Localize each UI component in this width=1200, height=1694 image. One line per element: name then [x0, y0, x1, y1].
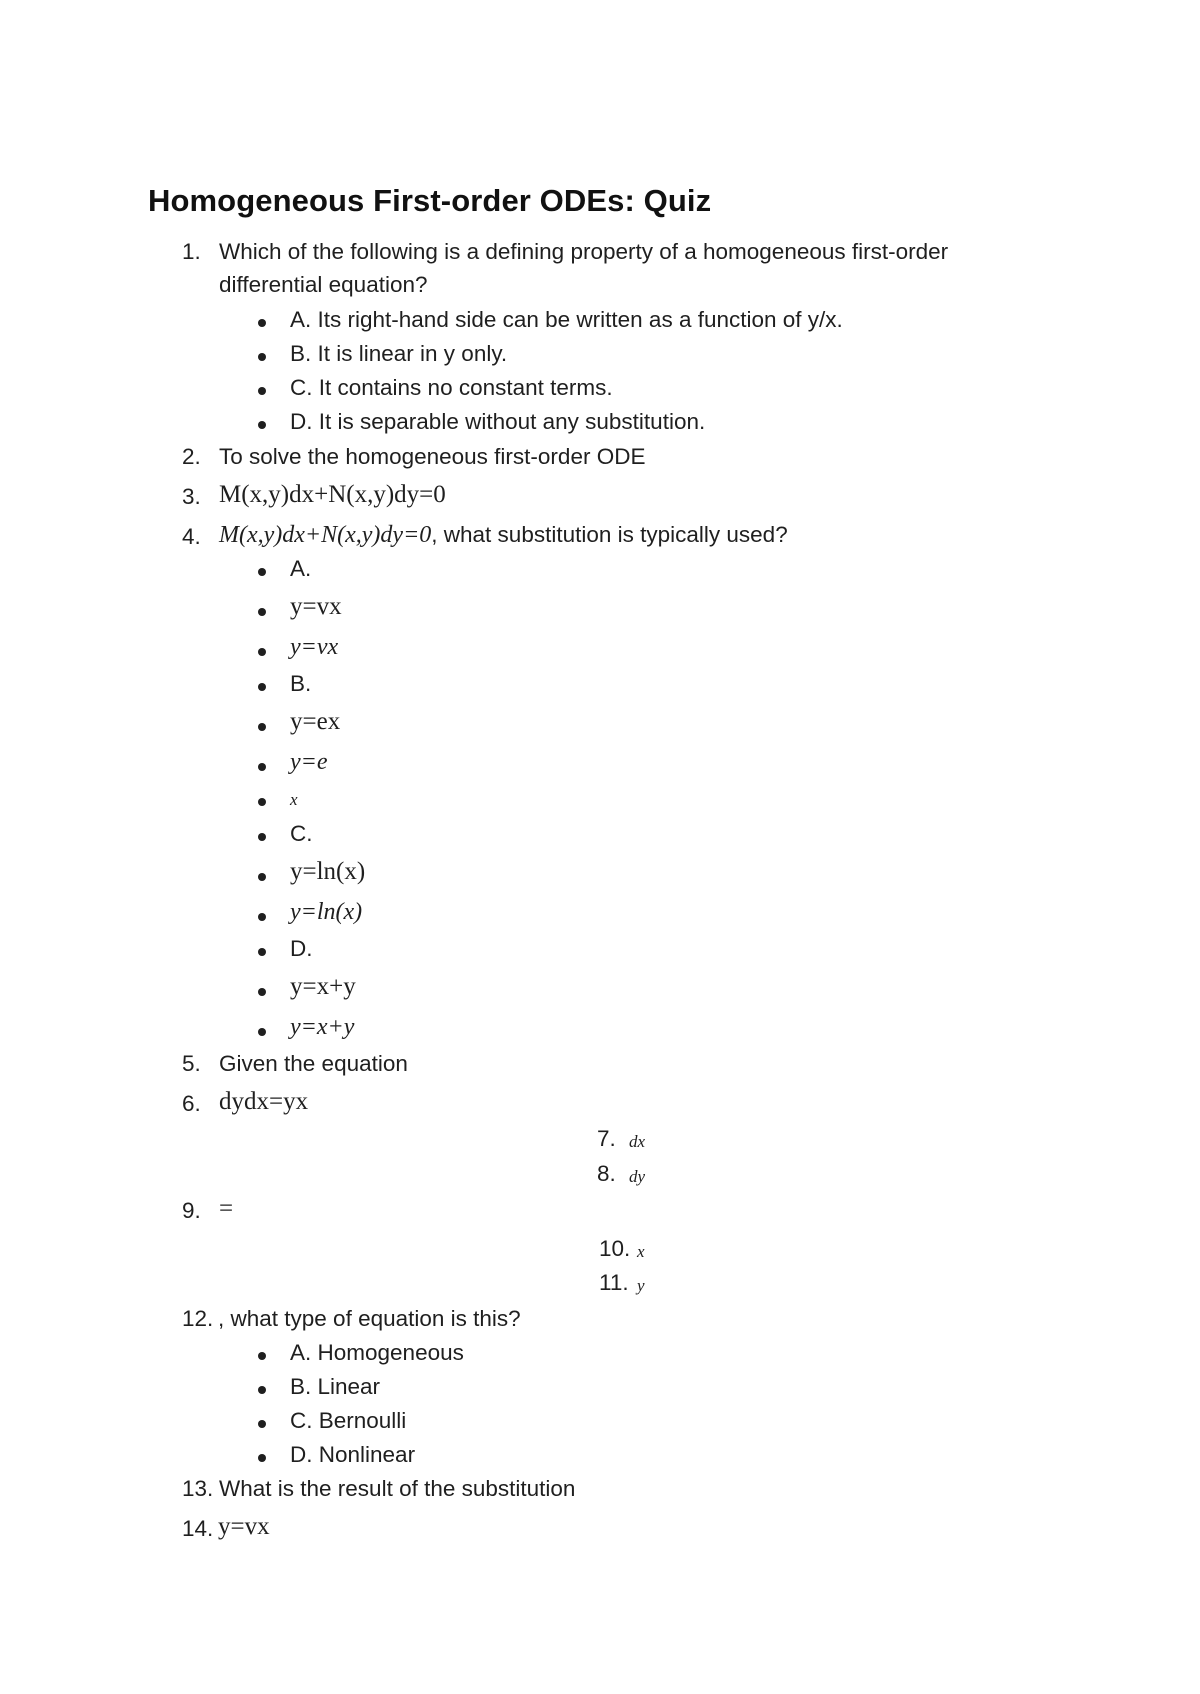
fraction-fragment: dx — [629, 1132, 646, 1151]
bullet-icon — [258, 763, 266, 771]
item-number-10: 10. — [599, 1236, 631, 1261]
option-label-c: C. — [290, 821, 313, 846]
option-math-italic: y=vx — [290, 634, 339, 660]
option-math: y=ln(x) — [290, 858, 366, 885]
fraction-fragment: dy — [629, 1167, 646, 1186]
bullet-icon — [258, 683, 266, 691]
bullet-icon — [258, 988, 266, 996]
option-math: y=vx — [290, 593, 342, 620]
bullet-icon — [258, 913, 266, 921]
question-13-text: What is the result of the substitution — [219, 1476, 576, 1501]
option-label-b: B. — [290, 671, 312, 696]
item-number-1: 1. — [182, 239, 201, 264]
bullet-icon — [258, 319, 266, 327]
item-number-11: 11. — [599, 1270, 629, 1295]
bullet-icon — [258, 1352, 266, 1360]
equation-text: dydx=yx — [219, 1088, 309, 1115]
option-label-d: D. — [290, 936, 313, 961]
bullet-icon — [258, 1454, 266, 1462]
bullet-icon — [258, 1420, 266, 1428]
item-number-12: 12. — [182, 1306, 214, 1331]
bullet-icon — [258, 648, 266, 656]
bullet-icon — [258, 798, 266, 806]
option-label-a: A. — [290, 556, 312, 581]
question-12-option-d: D. Nonlinear — [290, 1442, 416, 1467]
option-math: y=x+y — [290, 973, 356, 1000]
bullet-icon — [258, 353, 266, 361]
equation-text: M(x,y)dx+N(x,y)dy=0 — [219, 481, 446, 508]
item-number-5: 5. — [182, 1051, 201, 1076]
bullet-icon — [258, 387, 266, 395]
option-math-italic: y=x+y — [290, 1014, 355, 1040]
item-number-4: 4. — [182, 524, 201, 549]
question-4-text — [219, 520, 788, 550]
item-number-3: 3. — [182, 484, 201, 509]
bullet-icon — [258, 873, 266, 881]
equation-text: y=vx — [218, 1513, 270, 1540]
bullet-icon — [258, 1386, 266, 1394]
option-math-italic: y=ln(x) — [290, 899, 363, 925]
option-math: y=ex — [290, 708, 341, 735]
page-title: Homogeneous First-order ODEs: Quiz — [148, 183, 712, 218]
question-1-option-d: D. It is separable without any substitution. — [290, 409, 706, 434]
option-math-small: x — [290, 790, 298, 809]
fraction-fragment: x — [637, 1242, 645, 1261]
bullet-icon — [258, 568, 266, 576]
bullet-icon — [258, 608, 266, 616]
question-12-option-a: A. Homogeneous — [290, 1340, 464, 1365]
question-1-option-a: A. Its right-hand side can be written as a function of y/x. — [290, 307, 843, 332]
item-number-13: 13. — [182, 1476, 214, 1501]
bullet-icon — [258, 948, 266, 956]
question-12-option-b: B. Linear — [290, 1374, 381, 1399]
bullet-icon — [258, 833, 266, 841]
question-1-option-b: B. It is linear in y only. — [290, 341, 508, 366]
bullet-icon — [258, 723, 266, 731]
question-2-text: To solve the homogeneous first-order ODE — [219, 444, 646, 469]
bullet-icon — [258, 1028, 266, 1036]
question-1-option-c: C. It contains no constant terms. — [290, 375, 613, 400]
option-math-italic: y=e — [290, 749, 328, 775]
question-12-text: , what type of equation is this? — [218, 1306, 521, 1331]
item-number-14: 14. — [182, 1516, 214, 1541]
equals-sign: = — [219, 1195, 234, 1222]
fraction-fragment: y — [637, 1276, 645, 1295]
question-1-text-cont: differential equation? — [219, 272, 428, 297]
question-1-text: Which of the following is a defining property of a homogeneous first-order — [219, 239, 949, 264]
bullet-icon — [258, 421, 266, 429]
item-number-9: 9. — [182, 1198, 201, 1223]
item-number-8: 8. — [597, 1161, 616, 1186]
question-12-option-c: C. Bernoulli — [290, 1408, 407, 1433]
question-5-text: Given the equation — [219, 1051, 408, 1076]
item-number-2: 2. — [182, 444, 201, 469]
equation-math: M(x,y)dx+N(x,y)dy=0 — [219, 522, 432, 548]
item-number-7: 7. — [597, 1126, 616, 1151]
item-number-6: 6. — [182, 1091, 201, 1116]
question-4-rest: , what substitution is typically used? — [431, 522, 788, 547]
